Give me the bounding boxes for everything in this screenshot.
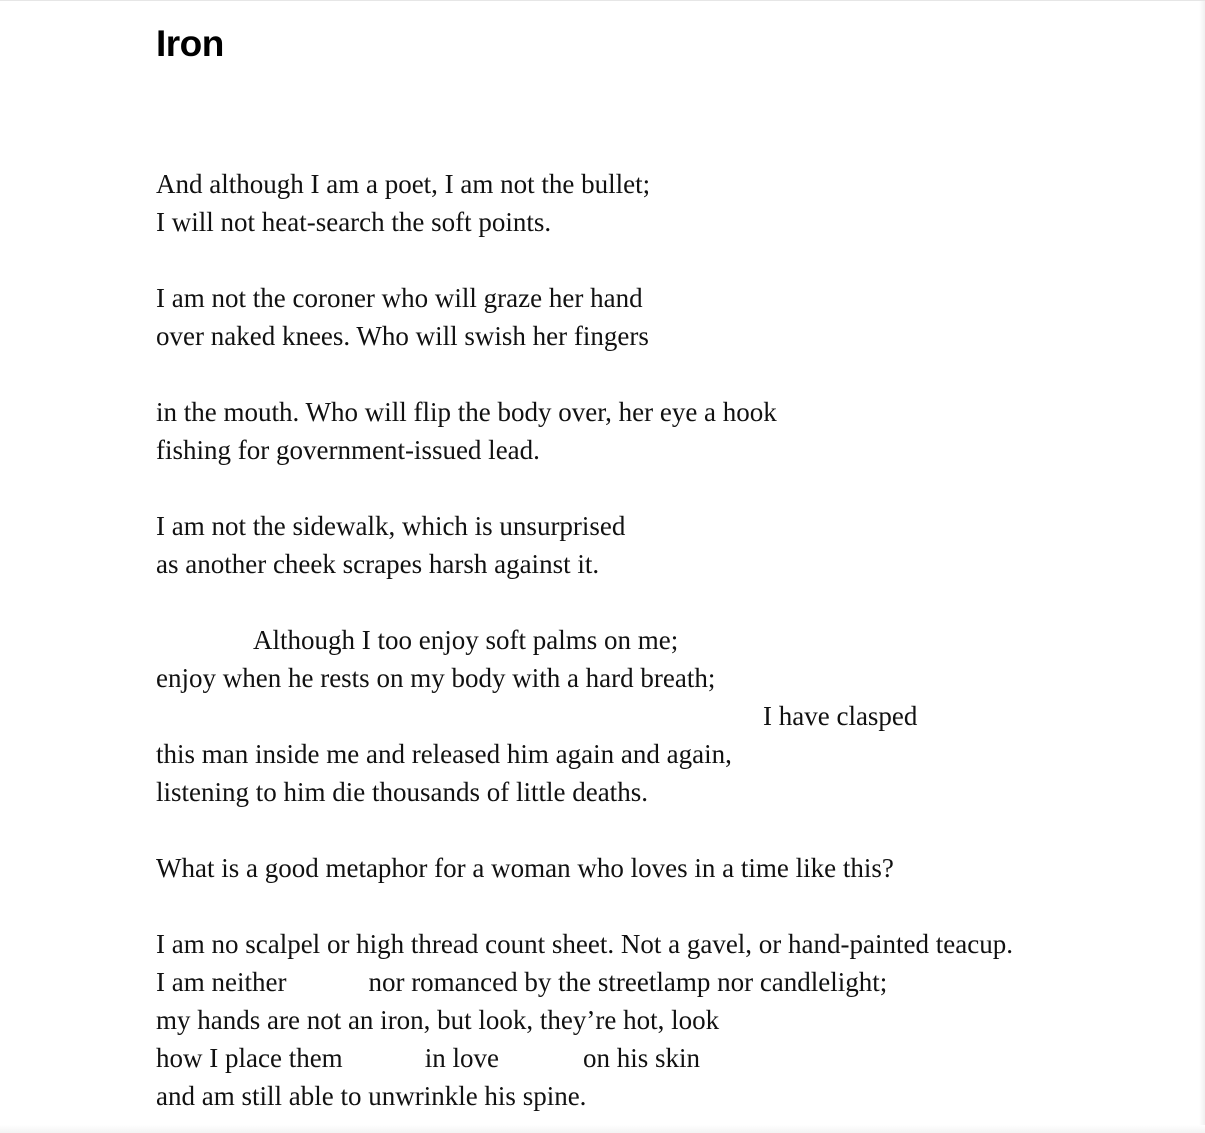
poem-line-dropped: I have clasped xyxy=(763,701,918,731)
poem-line: I am not the coroner who will graze her hand xyxy=(156,283,643,313)
stanza-break xyxy=(156,241,1196,279)
poem-line-with-caesura xyxy=(156,963,1196,1001)
stanza-break xyxy=(156,355,1196,393)
poem-fragment: in love xyxy=(424,1043,499,1073)
stanza-break xyxy=(156,469,1196,507)
page-edge-shadow xyxy=(1199,1,1205,1133)
stanza-break xyxy=(156,583,1196,621)
stanza-break xyxy=(156,887,1196,925)
poem-line: in the mouth. Who will flip the body over, her eye a hook xyxy=(156,397,777,427)
poem-line: I am not the sidewalk, which is unsurprised xyxy=(156,511,626,541)
poem-fragment: on his skin xyxy=(582,1043,700,1073)
poem-line: And although I am a poet, I am not the bullet; xyxy=(156,169,651,199)
poem-fragment: nor romanced by the streetlamp nor candlelight; xyxy=(368,967,888,997)
poem-line-with-caesura xyxy=(156,1039,1196,1077)
poem-line: my hands are not an iron, but look, they’re hot, look xyxy=(156,1005,720,1035)
page-bottom-shadow xyxy=(0,1125,1205,1133)
poem-line: and am still able to unwrinkle his spine. xyxy=(156,1081,587,1111)
poem-line: listening to him die thousands of little deaths. xyxy=(156,777,648,807)
poem-fragment: how I place them xyxy=(156,1043,343,1073)
poem-line: I am no scalpel or high thread count sheet. Not a gavel, or hand-painted teacup. xyxy=(156,929,1013,959)
poem-line: enjoy when he rests on my body with a hard breath; xyxy=(156,663,716,693)
poem-title: Iron xyxy=(156,23,224,64)
poem-line: I will not heat-search the soft points. xyxy=(156,207,552,237)
poem-line: over naked knees. Who will swish her fingers xyxy=(156,321,649,351)
poem-line: What is a good metaphor for a woman who loves in a time like this? xyxy=(156,853,894,883)
poem-fragment: I am neither xyxy=(156,967,287,997)
poem-line: fishing for government-issued lead. xyxy=(156,435,540,465)
poem-line: as another cheek scrapes harsh against it. xyxy=(156,549,600,579)
stanza-break xyxy=(156,811,1196,849)
poem-body xyxy=(156,165,1196,1115)
poem-line-indented: Although I too enjoy soft palms on me; xyxy=(253,625,679,655)
poem-line: this man inside me and released him again and again, xyxy=(156,739,732,769)
